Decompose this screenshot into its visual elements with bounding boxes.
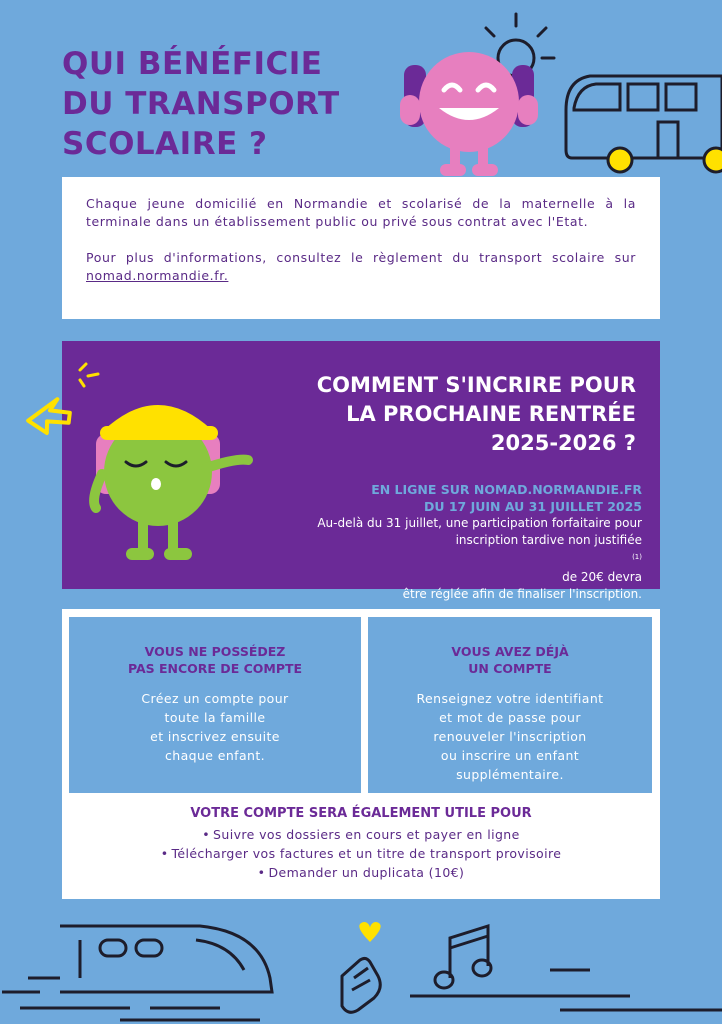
inscription-title bbox=[206, 371, 636, 458]
title-line: QUI BÉNÉFICIE bbox=[62, 46, 323, 82]
card-body-line: ou inscrire un enfant bbox=[440, 748, 580, 763]
inscription-dates bbox=[202, 481, 642, 515]
card-body-line: toute la famille bbox=[164, 710, 266, 725]
title-line: DU TRANSPORT bbox=[62, 86, 340, 122]
no-account-title bbox=[69, 643, 361, 677]
heart-hand-icon bbox=[334, 920, 398, 1016]
card-body-line: Renseignez votre identifiant bbox=[416, 691, 604, 706]
card-body-line: chaque enfant. bbox=[164, 748, 266, 763]
inscription-title-line: COMMENT S'INCRIRE POUR bbox=[316, 373, 636, 397]
footnote-ref: (1) bbox=[632, 553, 642, 561]
no-account-card bbox=[69, 617, 361, 793]
intro-paragraph-more bbox=[86, 249, 636, 285]
card-body-line: et inscrivez ensuite bbox=[150, 729, 280, 744]
train-icon bbox=[0, 918, 290, 1024]
intro-box bbox=[62, 177, 660, 319]
inscription-title-line: 2025-2026 ? bbox=[490, 431, 636, 455]
card-title-line: UN COMPTE bbox=[468, 661, 552, 676]
card-title-line: VOUS NE POSSÉDEZ bbox=[144, 644, 286, 659]
has-account-card bbox=[368, 617, 652, 793]
bus-icon bbox=[560, 70, 722, 180]
card-body-line: et mot de passe pour bbox=[439, 710, 581, 725]
note-text: inscription tardive non justifiée bbox=[455, 533, 642, 547]
pink-mascot-icon bbox=[394, 40, 544, 180]
has-account-body bbox=[368, 689, 652, 784]
card-title-line: VOUS AVEZ DÉJÀ bbox=[451, 644, 569, 659]
has-account-title bbox=[368, 643, 652, 677]
inscription-title-line: LA PROCHAINE RENTRÉE bbox=[346, 402, 636, 426]
nomad-link[interactable]: nomad.normandie.fr. bbox=[86, 268, 229, 283]
utility-item: • Suivre vos dossiers en cours et payer en ligne bbox=[62, 825, 660, 844]
card-body-line: renouveler l'inscription bbox=[433, 729, 587, 744]
late-fee-note bbox=[212, 515, 642, 603]
utility-list bbox=[62, 825, 660, 882]
note-line: être réglée afin de finaliser l'inscription. bbox=[402, 587, 642, 601]
no-account-body bbox=[69, 689, 361, 765]
green-mascot-icon bbox=[86, 390, 256, 570]
intro-paragraph: Chaque jeune domicilié en Normandie et scolarisé de la maternelle à la terminale dans un établissement public ou privé sous contrat avec l'Etat. bbox=[86, 196, 636, 229]
card-title-line: PAS ENCORE DE COMPTE bbox=[127, 661, 303, 676]
more-info-text: Pour plus d'informations, consultez le règlement du transport scolaire sur bbox=[86, 250, 636, 265]
utility-item: • Télécharger vos factures et un titre de transport provisoire bbox=[62, 844, 660, 863]
account-utility bbox=[62, 805, 660, 882]
utility-title: VOTRE COMPTE SERA ÉGALEMENT UTILE POUR bbox=[190, 806, 532, 821]
page-title bbox=[62, 44, 402, 164]
online-line: EN LIGNE SUR NOMAD.NORMANDIE.FR bbox=[371, 482, 642, 497]
note-line bbox=[212, 532, 642, 586]
decorative-lines bbox=[400, 960, 722, 1024]
note-line: Au-delà du 31 juillet, une participation forfaitaire pour bbox=[317, 516, 642, 530]
card-body-line: supplémentaire. bbox=[456, 767, 564, 782]
card-body-line: Créez un compte pour bbox=[141, 691, 289, 706]
account-panel bbox=[62, 609, 660, 899]
utility-item: • Demander un duplicata (10€) bbox=[62, 863, 660, 882]
dates-line: DU 17 JUIN AU 31 JUILLET 2025 bbox=[423, 499, 642, 514]
title-line: SCOLAIRE ? bbox=[62, 126, 268, 162]
note-text: de 20€ devra bbox=[562, 570, 642, 584]
